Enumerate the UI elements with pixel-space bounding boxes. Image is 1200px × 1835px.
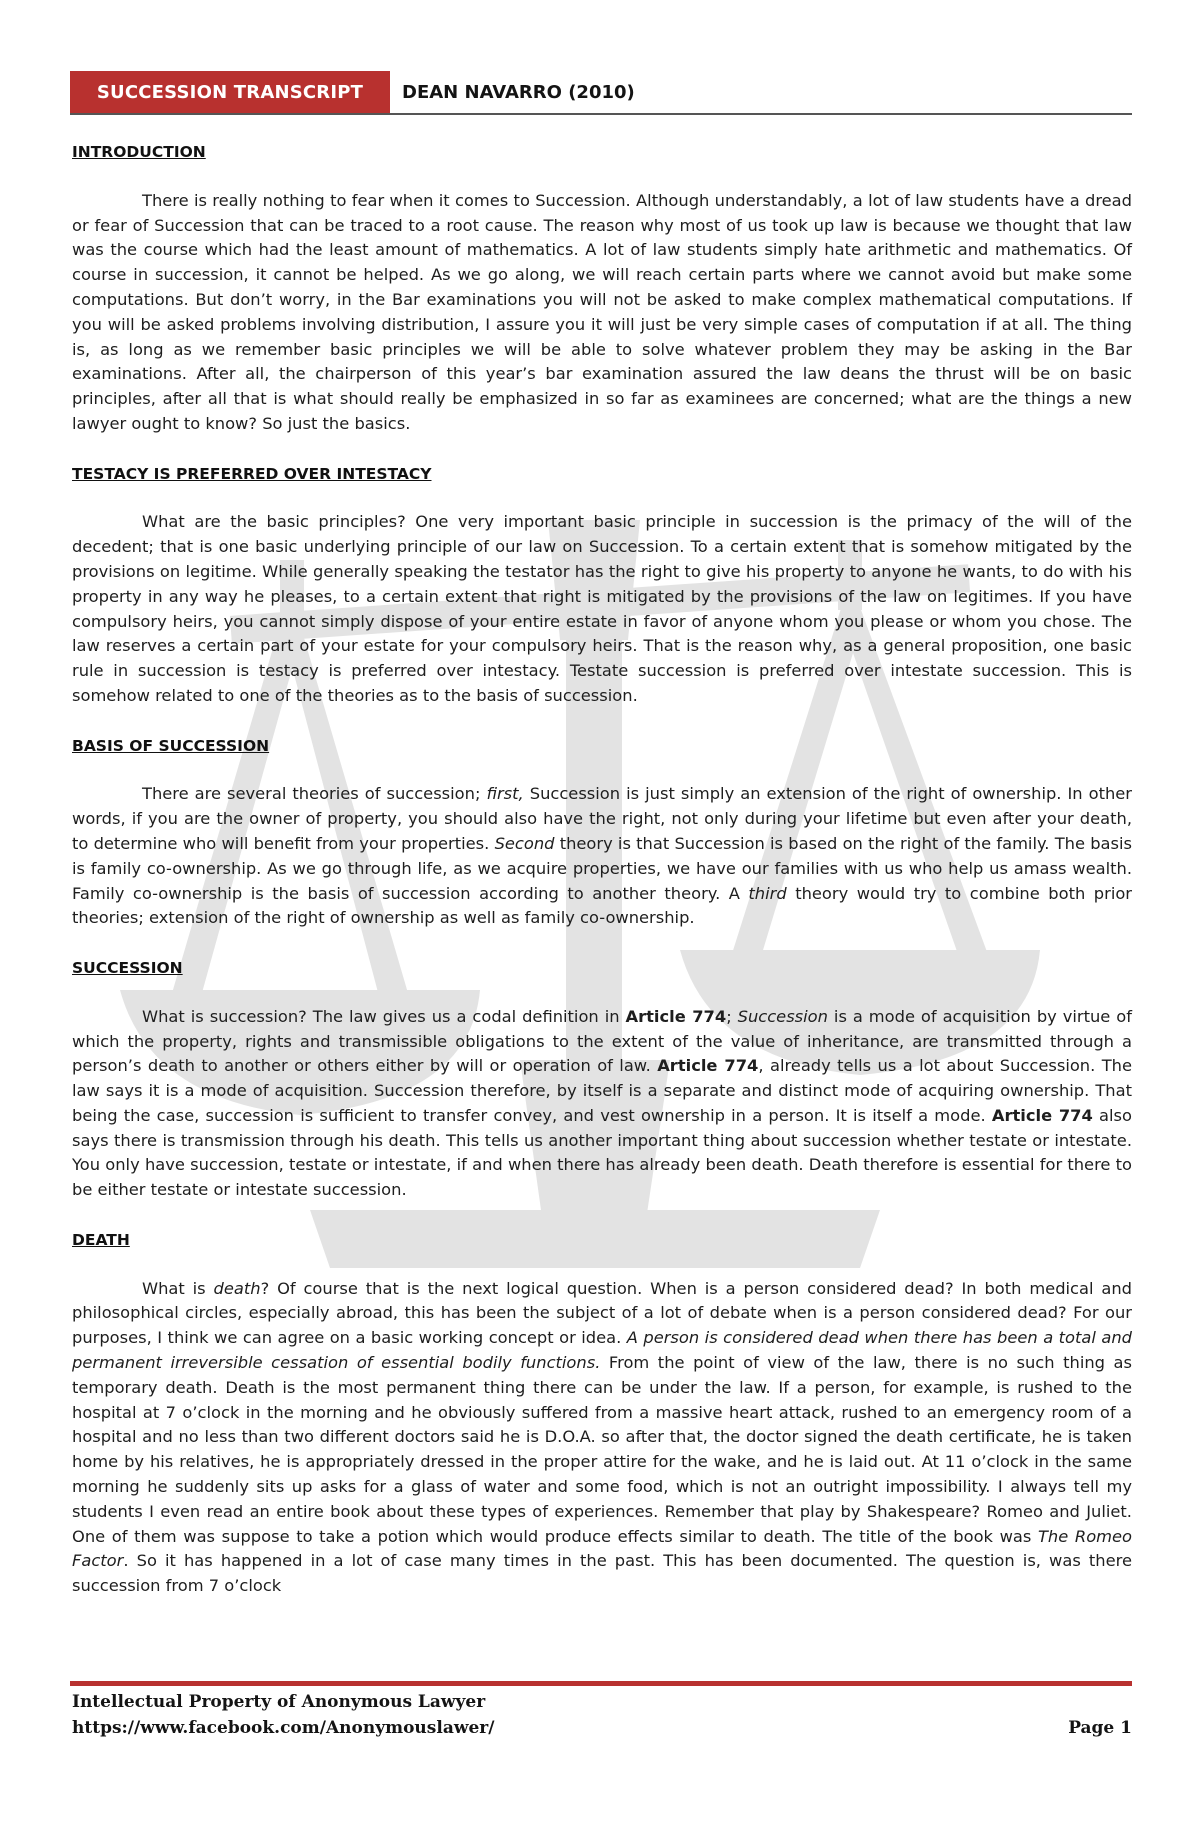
article-reference: Article 774 <box>991 1105 1093 1125</box>
emphasis-text: third <box>748 883 787 903</box>
footer-url: https://www.facebook.com/Anonymouslawer/ <box>72 1718 495 1738</box>
section-paragraph: What is death? Of course that is the next logical question. When is a person considered dead? In both medical and philosophical circles, especially abroad, this has been the subject of a lot of debate when is a person considered dead? For our purposes, I think we can agree on a basic working concept or idea. A person is considered dead when there has been a total and permanent irreversible cessation of essential bodily functions. From the point of view of the law, there is no such thing as temporary death. Death is the most permanent thing there can be under the law. If a person, for example, is rushed to the hospital at 7 o’clock in the morning and he obviously suffered from a massive heart attack, rushed to an emergency room of a hospital and no less than two different doctors said he is D.O.A. so after that, the doctor signed the death certificate, he is taken home by his relatives, he is appropriately dressed in the proper attire for the wake, and he is laid out. At 11 o’clock in the same morning he suddenly sits up asks for a glass of water and some food, which is not an outright impossibility. I always tell my students I even read an entire book about these types of experiences. Remember that play by Shakespeare? Romeo and Juliet. One of them was suppose to take a potion which would produce effects similar to death. The title of the book was The Romeo Factor. So it has happened in a lot of case many times in the past. This has been documented. The question is, was there succession from 7 o’clock <box>72 1278 1133 1596</box>
document-title: SUCCESSION TRANSCRIPT <box>70 71 390 113</box>
section-paragraph: There are several theories of succession; first, Succession is just simply an extension of the right of ownership. In other words, if you are the owner of property, you should also have the right, not only during your lifetime but even after your death, to determine who will benefit from your properties. Second theory is that Succession is based on the right of the family. The basis is family co-ownership. As we go through life, as we acquire properties, we have our families with us who help us amass wealth. Family co-ownership is the basis of succession according to another theory. A third theory would try to combine both prior theories; extension of the right of ownership as well as family co-ownership. <box>72 784 1132 928</box>
article-reference: Article 774 <box>625 1006 727 1026</box>
emphasis-text: The Romeo Factor <box>72 1526 1132 1571</box>
section-heading: TESTACY IS PREFERRED OVER INTESTACY <box>72 464 432 483</box>
section-heading: DEATH <box>72 1230 130 1249</box>
section-heading: INTRODUCTION <box>72 143 206 161</box>
section-heading: SUCCESSION <box>72 958 183 977</box>
document-subtitle: DEAN NAVARRO (2010) <box>402 81 635 103</box>
section-paragraph: What are the basic principles? One very important basic principle in succession is the primacy of the will of the decedent; that is one basic underlying principle of our law on Succession. To a certain extent that is somehow mitigated by the provisions on legitime. While generally speaking the testator has the right to give his property to anyone he wants, to do with his property in any way he pleases, to a certain extent that right is mitigated by the provisions of the law on legitimes. If you have compulsory heirs, you cannot simply dispose of your entire estate in favor of anyone whom you please or whom you chose. The law reserves a certain part of your estate for your compulsory heirs. That is the reason why, as a general proposition, one basic rule in succession is testacy is preferred over intestacy. Testate succession is preferred over intestate succession. This is somehow related to one of the theories as to the basis of succession. <box>72 512 1132 705</box>
section-paragraph: There is really nothing to fear when it comes to Succession. Although understandably, a lot of law students have a dread or fear of Succession that can be traced to a root cause. The reason why most of us took up law is because we thought that law was the course which had the least amount of mathematics. A lot of law students simply hate arithmetic and mathematics. Of course in succession, it cannot be helped. As we go along, we will reach certain parts where we cannot avoid but make some computations. But don’t worry, in the Bar examinations you will not be asked to make complex mathematical computations. If you will be asked problems involving distribution, I assure you it will just be very simple cases of computation if at all. The thing is, as long as we remember basic principles we will be able to solve whatever problem they may be asking in the Bar examinations. After all, the chairperson of this year’s bar examination assured the law deans the thrust will be on basic principles, after all that is what should really be emphasized in so far as examinees are concerned; what are the things a new lawyer ought to know? So just the basics. <box>72 190 1132 433</box>
emphasis-text: first, <box>486 784 524 804</box>
emphasis-text: A person is considered dead when there has been a total and permanent irreversible cessation of essential bodily functions. <box>72 1328 1132 1373</box>
page-number: Page 1 <box>1068 1718 1132 1738</box>
section-heading: BASIS OF SUCCESSION <box>72 736 270 755</box>
emphasis-text: Second <box>494 833 555 853</box>
footer-ownership: Intellectual Property of Anonymous Lawyer <box>72 1692 486 1712</box>
header-divider <box>70 113 1132 115</box>
emphasis-text: Succession <box>737 1006 828 1026</box>
footer-divider <box>70 1681 1132 1686</box>
emphasis-text: death <box>213 1278 261 1298</box>
document-body <box>72 140 1132 1599</box>
section-paragraph: What is succession? The law gives us a codal definition in Article 774; Succession is a mode of acquisition by virtue of which the property, rights and transmissible obligations to the extent of the value of inheritance, are transmitted through a person’s death to another or others either by will or operation of law. Article 774, already tells us a lot about Succession. The law says it is a mode of acquisition. Succession therefore, by itself is a separate and distinct mode of acquiring ownership. That being the case, succession is sufficient to transfer convey, and vest ownership in a person. It is itself a mode. Article 774 also says there is transmission through his death. This tells us another important thing about succession whether testate or intestate. You only have succession, testate or intestate, if and when there has already been death. Death therefore is essential for there to be either testate or intestate succession. <box>72 1006 1133 1200</box>
article-reference: Article 774 <box>657 1056 759 1076</box>
